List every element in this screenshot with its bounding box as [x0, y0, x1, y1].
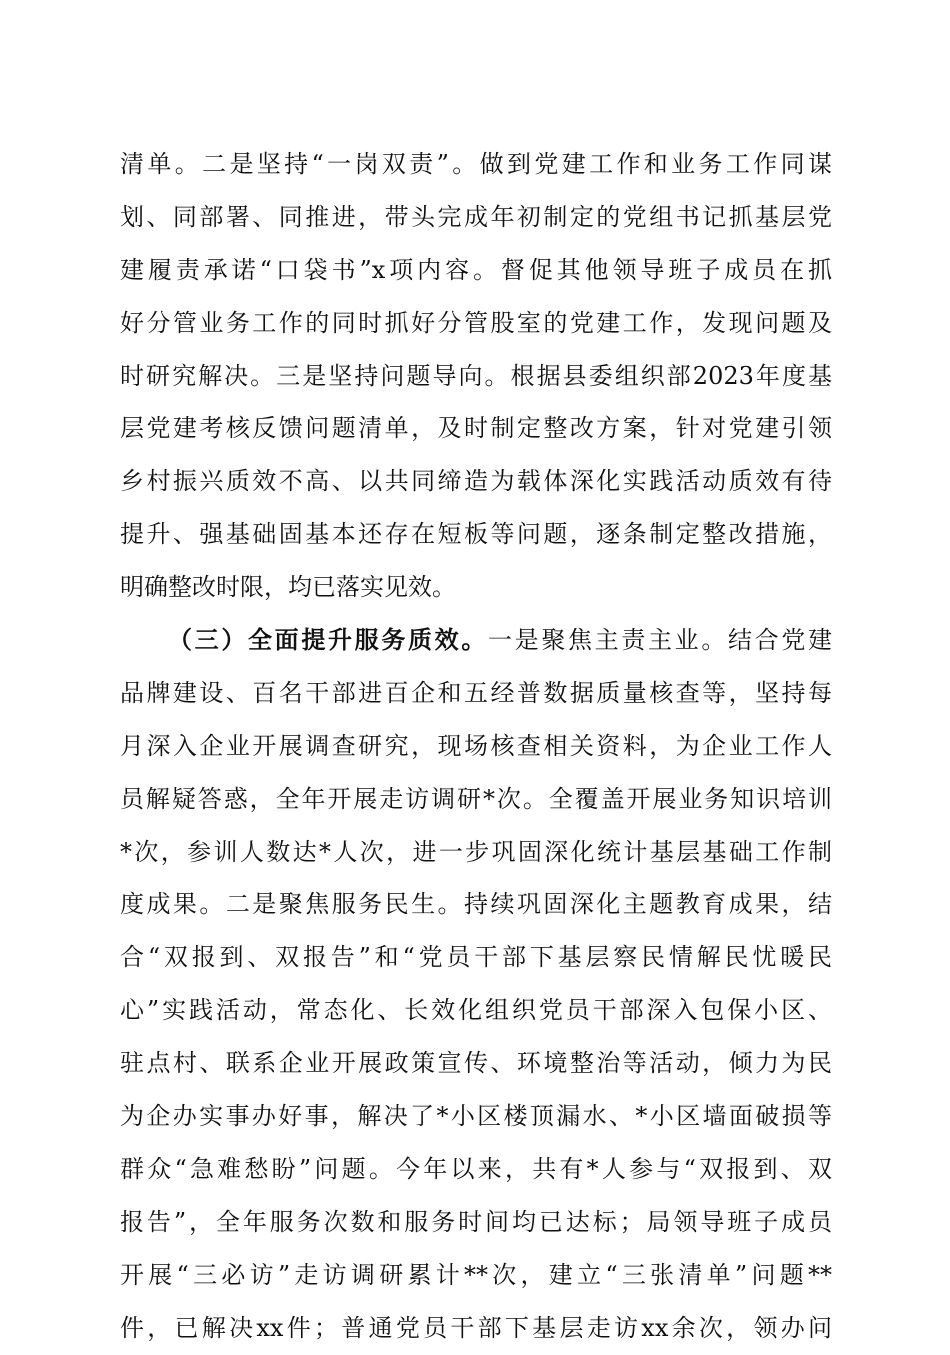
text-line: 员解疑答惑，全年开展走访调研*次。全覆盖开展业务知识培训 [120, 784, 832, 813]
text-line: 品牌建设、百名干部进百企和五经普数据质量核查等，坚持每 [120, 678, 832, 707]
section-heading-line [120, 614, 832, 667]
text-line: 提升、强基础固基本还存在短板等问题，逐条制定整改措施， [120, 520, 832, 549]
text-line: 建履责承诺“口袋书”x项内容。督促其他领导班子成员在抓 [120, 255, 832, 284]
text-line: 为企办实事办好事，解决了*小区楼顶漏水、*小区墙面破损等 [120, 1102, 832, 1131]
section-heading: （三）全面提升服务质效。 [168, 626, 488, 655]
text-line: 件，已解决xx件；普通党员干部下基层走访xx余次，领办问 [120, 1313, 832, 1342]
text-line: 乡村振兴质效不高、以共同缔造为载体深化实践活动质效有待 [120, 467, 832, 496]
text-line: 明确整改时限，均已落实见效。 [120, 573, 456, 602]
paragraph-party-building [120, 138, 832, 614]
text-line: 时研究解决。三是坚持问题导向。根据县委组织部2023年度基 [120, 361, 832, 390]
text-line: 心”实践活动，常态化、长效化组织党员干部深入包保小区、 [120, 996, 832, 1025]
text-line: 报告”，全年服务次数和服务时间均已达标；局领导班子成员 [120, 1207, 832, 1236]
paragraph-service-quality [120, 614, 832, 1354]
text-line: 划、同部署、同推进，带头完成年初制定的党组书记抓基层党 [120, 202, 832, 231]
text-line: 层党建考核反馈问题清单，及时制定整改方案，针对党建引领 [120, 414, 832, 443]
text-line: 度成果。二是聚焦服务民生。持续巩固深化主题教育成果，结 [120, 890, 832, 919]
text-line: 月深入企业开展调查研究，现场核查相关资料，为企业工作人 [120, 731, 832, 760]
text-line: 合“双报到、双报告”和“党员干部下基层察民情解民忧暖民 [120, 943, 832, 972]
text-line: 群众“急难愁盼”问题。今年以来，共有*人参与“双报到、双 [120, 1154, 832, 1183]
document-body [120, 138, 832, 1354]
text-line: 清单。二是坚持“一岗双责”。做到党建工作和业务工作同谋 [120, 150, 832, 178]
heading-line-text: 一是聚焦主责主业。结合党建 [488, 626, 832, 655]
text-line: 开展“三必访”走访调研累计**次，建立“三张清单”问题** [120, 1260, 832, 1289]
text-line: 好分管业务工作的同时抓好分管股室的党建工作，发现问题及 [120, 308, 832, 337]
text-line: *次，参训人数达*人次，进一步巩固深化统计基层基础工作制 [120, 837, 832, 866]
text-line: 驻点村、联系企业开展政策宣传、环境整治等活动，倾力为民 [120, 1049, 832, 1078]
